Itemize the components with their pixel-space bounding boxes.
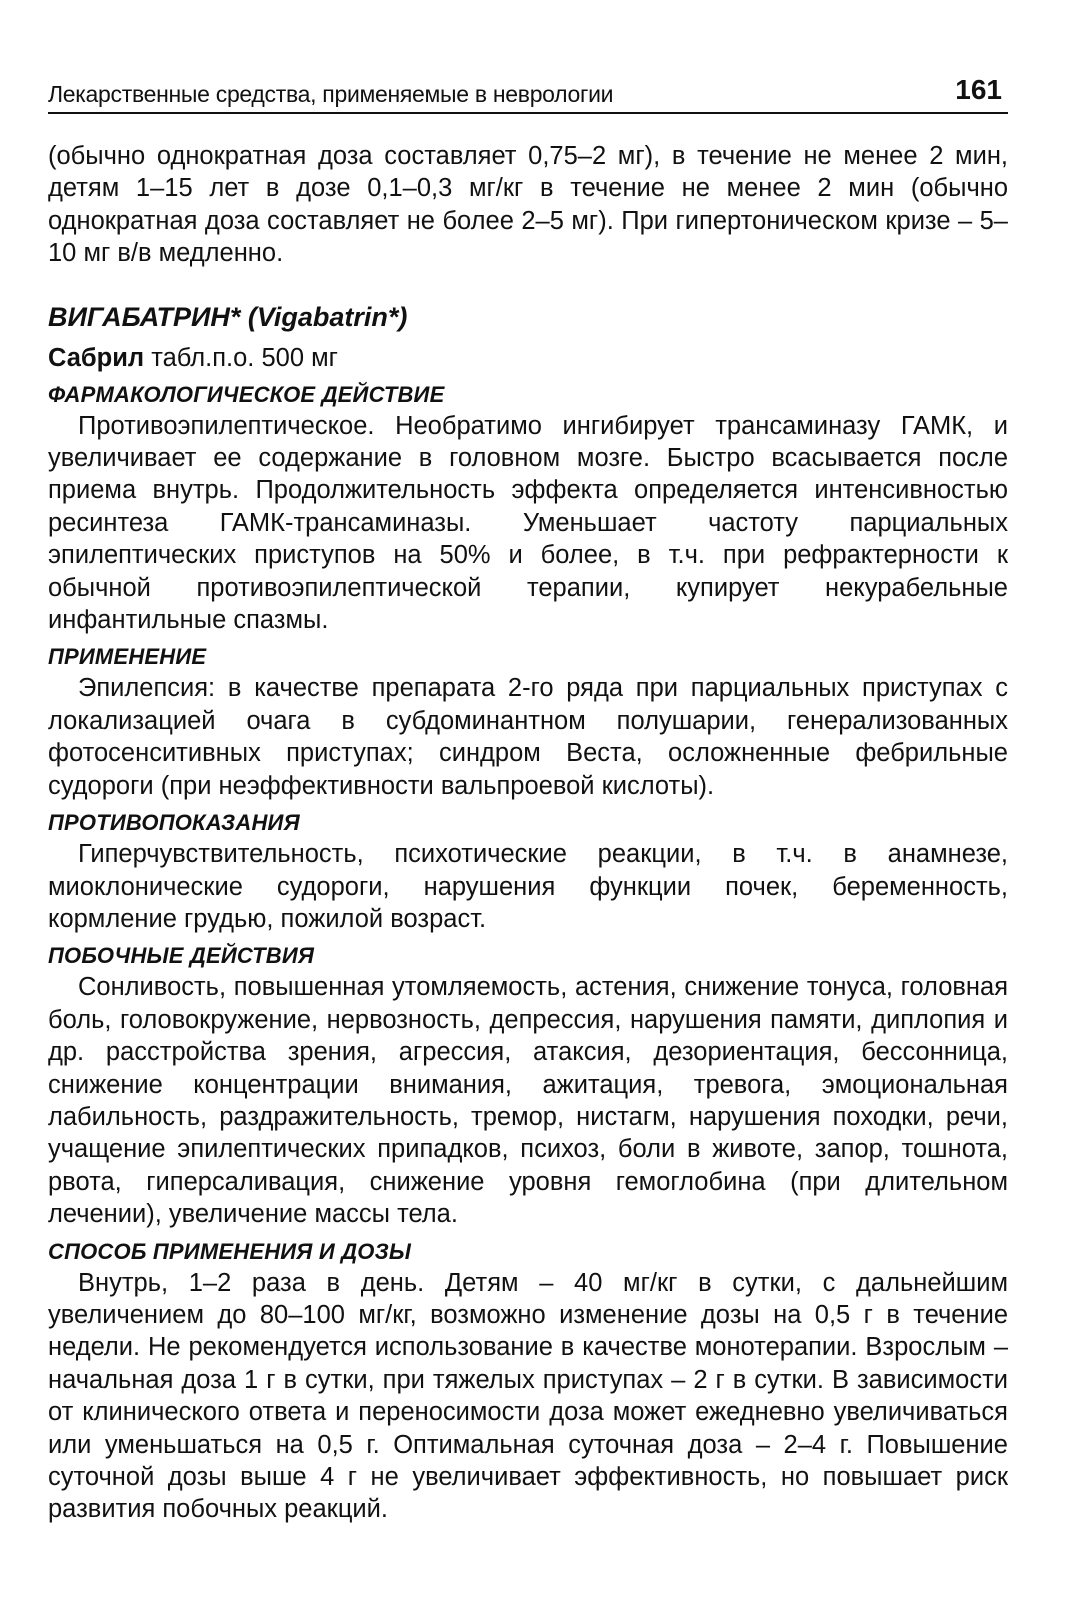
- section-contraindications: [48, 808, 1008, 935]
- drug-title: ВИГАБАТРИН* (Vigabatrin*): [48, 301, 408, 332]
- brand-name: Сабрил: [48, 343, 145, 372]
- section-heading: СПОСОБ ПРИМЕНЕНИЯ И ДОЗЫ: [48, 1238, 412, 1264]
- section-text: Противоэпилептическое. Необратимо ингибирует трансаминазу ГАМК, и увеличивает ее содержание в головном мозге. Быстро всасывается после приема внутрь. Продолжительность эффекта определяется интенсивностью ресинтеза ГАМК-трансаминазы. Уменьшает частоту парциальных эпилептических приступов на 50% и более, в т.ч. при рефрактерности к обычной противоэпилептической терапии, купирует некурабельные инфантильные спазмы.: [48, 411, 1008, 635]
- dosage-form: табл.п.о. 500 мг: [144, 343, 338, 372]
- running-header: [48, 72, 1008, 114]
- section-text: Сонливость, повышенная утомляемость, астения, снижение тонуса, головная боль, головокружение, нервозность, депрессия, нарушения памяти, диплопия и др. расстройства зрения, агрессия, атаксия, дезориентация, бессонница, снижение концентрации внимания, ажитация, тревога, эмоциональная лабильность, раздражительность, тремор, нистагм, нарушения походки, речи, учащение эпилептических припадков, психоз, боли в животе, запор, тошнота, рвота, гиперсаливация, снижение уровня гемоглобина (при длительном лечении), увеличение массы тела.: [48, 973, 1008, 1229]
- section-pharmacological-action: [48, 380, 1008, 637]
- running-title: Лекарственные средства, применяемые в неврологии: [48, 81, 614, 107]
- section-heading: ФАРМАКОЛОГИЧЕСКОЕ ДЕЙСТВИЕ: [48, 381, 445, 407]
- section-text: Эпилепсия: в качестве препарата 2-го ряда при парциальных приступах с локализацией очага в субдоминантном полушарии, генерализованных фотосенситивных приступах; синдром Веста, осложненные фебрильные судороги (при неэффективности вальпроевой кислоты).: [48, 674, 1008, 800]
- section-heading: ПРОТИВОПОКАЗАНИЯ: [48, 810, 300, 836]
- page-content: [48, 140, 1008, 1526]
- section-text: Гиперчувствительность, психотические реакции, в т.ч. в анамнезе, миоклонические судороги, нарушения функции почек, беременность, кормление грудью, пожилой возраст.: [48, 840, 1008, 933]
- section-heading: ПРИМЕНЕНИЕ: [48, 644, 207, 670]
- page-number: 161: [955, 74, 1002, 105]
- section-heading: ПОБОЧНЫЕ ДЕЙСТВИЯ: [48, 943, 315, 969]
- section-dosage: [48, 1237, 1008, 1526]
- intro-paragraph: (обычно однократная доза составляет 0,75–2 мг), в течение не менее 2 мин, детям 1–15 лет в дозе 0,1–0,3 мг/кг в течение не менее 2 мин (обычно однократная доза составляет не более 2–5 мг). При гипертоническом кризе – 5–10 мг в/в медленно.: [48, 142, 1008, 268]
- section-text: Внутрь, 1–2 раза в день. Детям – 40 мг/кг в сутки, с дальнейшим увеличением до 80–100 мг/кг, возможно изменение дозы на 0,5 г в течение недели. Не рекомендуется использование в качестве монотерапии. Взрослым – начальная доза 1 г в сутки, при тяжелых приступах – 2 г в сутки. В зависимости от клинического ответа и переносимости доза может ежедневно увеличиваться или уменьшаться на 0,5 г. Оптимальная суточная доза – 2–4 г. Повышение суточной дозы выше 4 г не увеличивает эффективность, но повышает риск развития побочных реакций.: [48, 1268, 1008, 1524]
- book-page: [48, 72, 1008, 1572]
- drug-form-line: [48, 342, 1008, 374]
- section-side-effects: [48, 941, 1008, 1230]
- section-indications: [48, 642, 1008, 802]
